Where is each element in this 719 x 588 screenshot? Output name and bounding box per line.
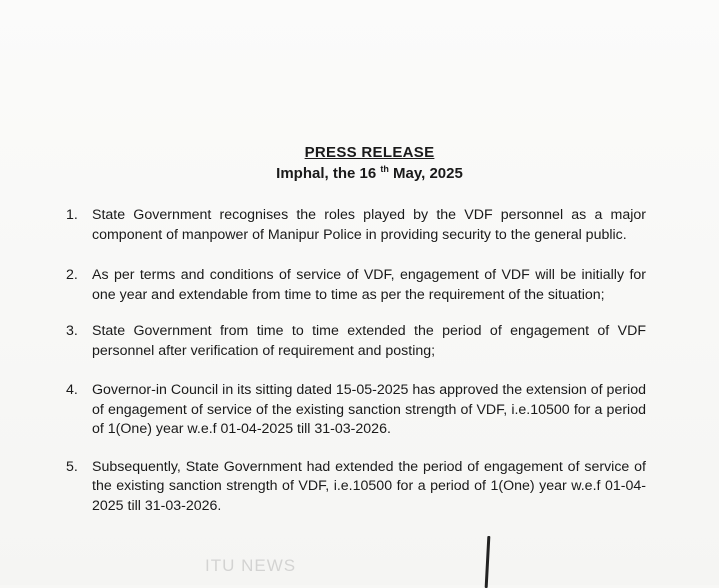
release-item-4 (66, 381, 646, 440)
item-number: 1. (66, 207, 78, 223)
item-number: 2. (66, 267, 78, 283)
release-item-5 (66, 458, 646, 517)
dateline-prefix: Imphal, the 16 (276, 165, 377, 182)
item-number: 3. (66, 323, 78, 339)
signature-pen-mark (485, 536, 491, 588)
dateline-superscript: th (380, 164, 389, 174)
release-item-1 (66, 206, 646, 245)
press-release-title: PRESS RELEASE (304, 144, 435, 161)
item-text: As per terms and conditions of service of VDF, engagement of VDF will be initially for one year and extendable from time to time as per the requirement of the situation; (92, 267, 646, 303)
dateline-suffix: May, 2025 (393, 165, 463, 182)
dateline (20, 164, 719, 182)
release-items-list (66, 206, 646, 537)
item-text: State Government from time to time extended the period of engagement of VDF personnel after verification of requirement and posting; (92, 323, 646, 359)
item-text: Governor-in Council in its sitting dated 15-05-2025 has approved the extension of period of engagement of service of the existing sanction strength of VDF, i.e.10500 for a period of 1(One) year w.e.f 01-04-2025 till 31-03-2026. (92, 382, 646, 437)
item-text: Subsequently, State Government had extended the period of engagement of service of the existing sanction strength of VDF, i.e.10500 for a period of 1(One) year w.e.f 01-04-2025 till 31-03-2026. (92, 458, 646, 514)
document-header (0, 142, 719, 182)
release-item-2 (66, 266, 646, 305)
item-number: 4. (66, 382, 78, 398)
watermark: ITU NEWS (205, 556, 297, 575)
release-item-3 (66, 322, 646, 361)
item-number: 5. (66, 458, 78, 475)
item-text: State Government recognises the roles played by the VDF personnel as a major component of manpower of Manipur Police in providing security to the general public. (92, 207, 646, 243)
